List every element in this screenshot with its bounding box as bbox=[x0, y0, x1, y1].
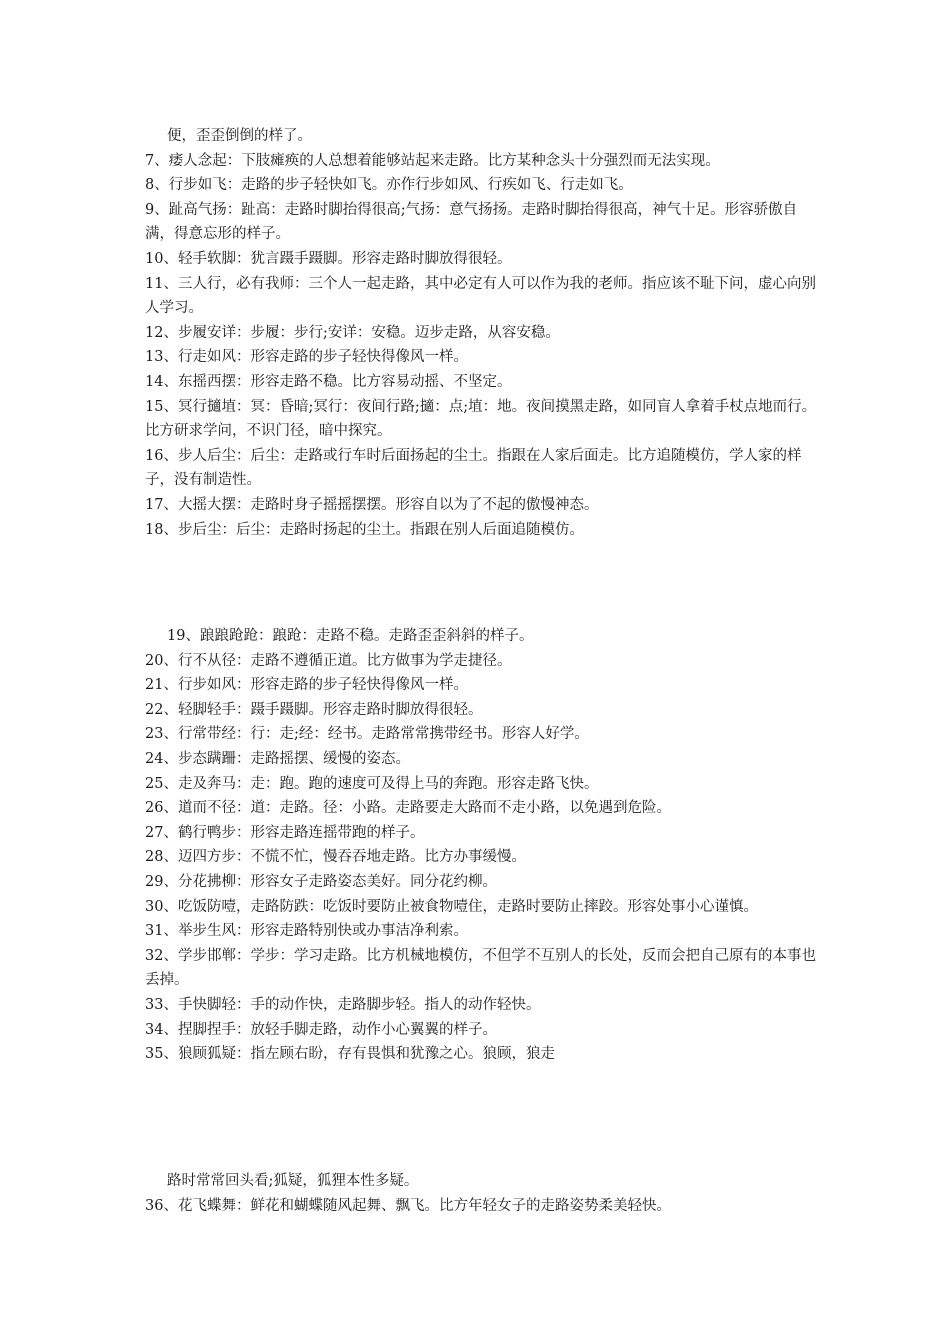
text-line: 20、行不从径：走路不遵循正道。比方做事为学走捷径。 bbox=[145, 652, 512, 669]
text-line: 17、大摇大摆：走路时身子摇摇摆摆。形容自以为了不起的傲慢神态。 bbox=[145, 496, 599, 513]
text-line: 7、痿人念起：下肢瘫痪的人总想着能够站起来走路。比方某种念头十分强烈而无法实现。 bbox=[145, 152, 720, 169]
text-line: 12、步履安详：步履：步行;安详：安稳。迈步走路，从容安稳。 bbox=[145, 324, 560, 341]
text-block-1 bbox=[145, 124, 825, 542]
text-line: 21、行步如风：形容走路的步子轻快得像风一样。 bbox=[145, 677, 468, 694]
text-line: 28、迈四方步：不慌不忙，慢吞吞地走路。比方办事缓慢。 bbox=[145, 849, 526, 866]
text-line: 10、轻手软脚：犹言蹑手蹑脚。形容走路时脚放得很轻。 bbox=[145, 250, 512, 267]
text-line: 14、东摇西摆：形容走路不稳。比方容易动摇、不坚定。 bbox=[145, 373, 512, 390]
text-line: 35、狼顾狐疑：指左顾右盼，存有畏惧和犹豫之心。狼顾，狼走 bbox=[145, 1046, 555, 1063]
text-line: 32、学步邯郸：学步：学习走路。比方机械地模仿，不但学不互别人的长处，反而会把自己原有的本事也丢掉。 bbox=[145, 947, 816, 989]
text-line: 34、捏脚捏手：放轻手脚走路，动作小心翼翼的样子。 bbox=[145, 1021, 497, 1038]
text-line: 22、轻脚轻手：蹑手蹑脚。形容走路时脚放得很轻。 bbox=[145, 701, 483, 718]
text-line: 13、行走如风：形容走路的步子轻快得像风一样。 bbox=[145, 349, 468, 366]
text-block-3 bbox=[145, 1169, 825, 1218]
text-line: 23、行常带经：行：走;经：经书。走路常常携带经书。形容人好学。 bbox=[145, 726, 589, 743]
text-line: 11、三人行，必有我师：三个人一起走路，其中必定有人可以作为我的老师。指应该不耻下问，虚心向别人学习。 bbox=[145, 275, 816, 317]
text-line: 26、道而不径：道：走路。径：小路。走路要走大路而不走小路，以免遇到危险。 bbox=[145, 800, 671, 817]
text-line: 9、趾高气扬：趾高：走路时脚抬得很高;气扬：意气扬扬。走路时脚抬得很高，神气十足。形容骄傲自满，得意忘形的样子。 bbox=[145, 201, 798, 243]
text-line: 16、步人后尘：后尘：走路或行车时后面扬起的尘土。指跟在人家后面走。比方追随模仿，学人家的样子，没有制造性。 bbox=[145, 447, 802, 489]
text-line: 19、踉踉跄跄：踉跄：走路不稳。走路歪歪斜斜的样子。 bbox=[167, 628, 534, 644]
text-line: 15、冥行擿埴：冥：昏暗;冥行：夜间行路;擿：点;埴：地。夜间摸黑走路，如同盲人拿着手杖点地而行。比方研求学问，不识门径，暗中探究。 bbox=[145, 398, 817, 440]
text-line: 路时常常回头看;狐疑，狐狸本性多疑。 bbox=[167, 1173, 419, 1189]
text-line: 27、鹤行鸭步：形容走路连摇带跑的样子。 bbox=[145, 824, 425, 841]
text-line: 33、手快脚轻：手的动作快，走路脚步轻。指人的动作轻快。 bbox=[145, 996, 541, 1013]
text-line: 18、步后尘：后尘：走路时扬起的尘土。指跟在别人后面追随模仿。 bbox=[145, 521, 584, 538]
text-line: 8、行步如飞：走路的步子轻快如飞。亦作行步如风、行疾如飞、行走如飞。 bbox=[145, 177, 633, 194]
text-line: 25、走及奔马：走：跑。跑的速度可及得上马的奔跑。形容走路飞快。 bbox=[145, 775, 599, 792]
text-line: 31、举步生风：形容走路特别快或办事洁净利索。 bbox=[145, 923, 468, 940]
text-block-2 bbox=[145, 624, 825, 1067]
text-line: 29、分花拂柳：形容女子走路姿态美好。同分花约柳。 bbox=[145, 873, 497, 890]
text-line: 24、步态蹒跚：走路摇摆、缓慢的姿态。 bbox=[145, 750, 410, 767]
text-line: 便，歪歪倒倒的样了。 bbox=[167, 128, 312, 144]
text-line: 30、吃饭防噎，走路防跌：吃饭时要防止被食物噎住，走路时要防止摔跤。形容处事小心谨慎。 bbox=[145, 898, 758, 915]
text-line: 36、花飞蝶舞：鲜花和蝴蝶随风起舞、飘飞。比方年轻女子的走路姿势柔美轻快。 bbox=[145, 1197, 671, 1214]
